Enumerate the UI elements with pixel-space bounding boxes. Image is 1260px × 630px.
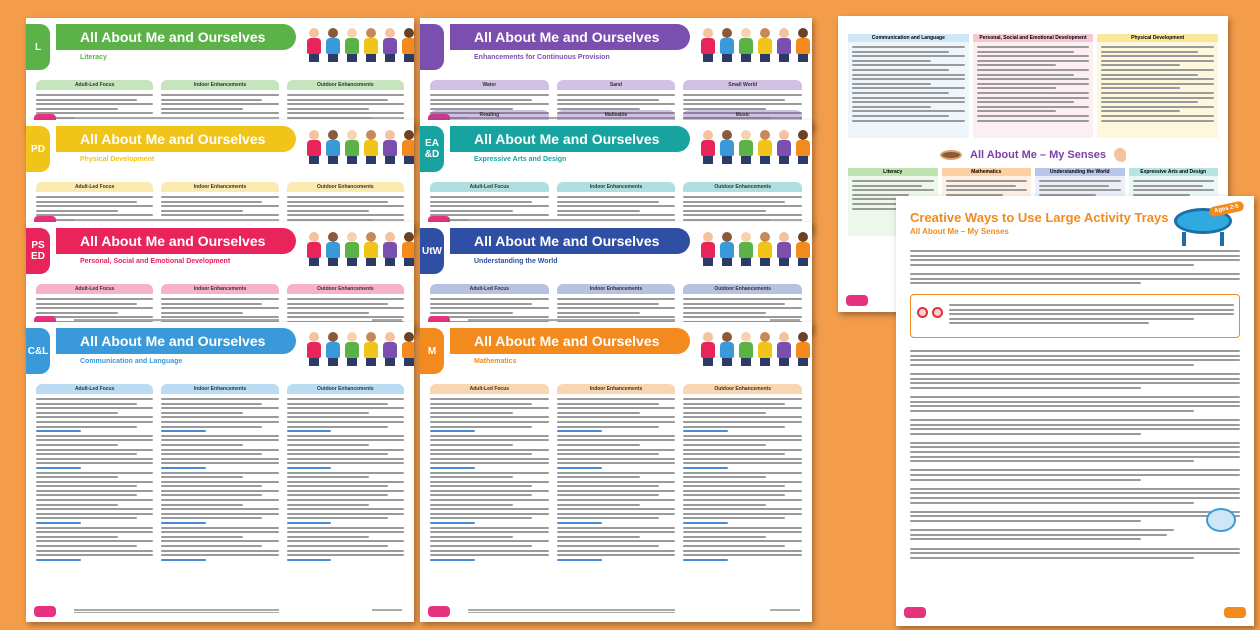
child-illustration [719, 232, 735, 266]
column-header: Outdoor Enhancements [287, 284, 404, 294]
area-tab: L [26, 24, 50, 70]
cloth-icon [1206, 508, 1236, 532]
sheet-header [420, 18, 812, 76]
sheet-columns [430, 384, 802, 563]
column-header: Outdoor Enhancements [683, 284, 802, 294]
sheet-footer [34, 606, 406, 618]
column [287, 384, 404, 563]
child-illustration [306, 332, 322, 366]
area-tab: C&L [26, 328, 50, 374]
glasses-icon [917, 307, 943, 321]
sheet-footer [428, 606, 804, 618]
child-illustration [757, 130, 773, 164]
child-illustration [306, 28, 322, 62]
senses-title: All About Me – My Senses [970, 149, 1106, 161]
child-illustration [757, 28, 773, 62]
child-illustration [719, 332, 735, 366]
sheet-title: All About Me and Ourselves [450, 328, 690, 354]
column-header: Adult-Led Focus [36, 80, 153, 90]
child-illustration [757, 232, 773, 266]
senses-col-header: Literacy [848, 168, 938, 176]
sheet-title: All About Me and Ourselves [56, 24, 296, 50]
column-header: Adult-Led Focus [36, 182, 153, 192]
planning-sheet-2 [420, 120, 812, 232]
child-illustration [795, 130, 811, 164]
column [683, 384, 802, 563]
child-illustration [776, 28, 792, 62]
column-header: Outdoor Enhancements [683, 384, 802, 394]
sheet-subtitle: Enhancements for Continuous Provision [474, 54, 610, 61]
child-illustration [382, 130, 398, 164]
child-illustration [795, 232, 811, 266]
child-illustration [776, 332, 792, 366]
twinkl-logo [846, 295, 868, 306]
child-illustration [306, 232, 322, 266]
child-illustration [344, 28, 360, 62]
child-illustration [795, 332, 811, 366]
ages-badge: Ages 2-5 [1208, 200, 1244, 217]
planning-sheet-4 [420, 322, 812, 622]
area-tab: PS ED [26, 228, 50, 274]
activity-trays-sheet [896, 196, 1254, 626]
sheet-title: All About Me and Ourselves [450, 24, 690, 50]
senses-col-header: Mathematics [942, 168, 1032, 176]
child-illustration [700, 28, 716, 62]
child-illustration [401, 332, 414, 366]
column-header: Indoor Enhancements [161, 182, 278, 192]
child-illustration [401, 232, 414, 266]
child-illustration [382, 28, 398, 62]
column-header: Water [430, 80, 549, 90]
child-illustration [344, 130, 360, 164]
column-header: Indoor Enhancements [161, 80, 278, 90]
planning-sheet-2 [26, 120, 414, 232]
senses-col-header: Personal, Social and Emotional Development [973, 34, 1094, 42]
senses-col-header: Communication and Language [848, 34, 969, 42]
column-header: Adult-Led Focus [430, 182, 549, 192]
area-tab: M [420, 328, 444, 374]
twinkl-logo [428, 606, 450, 617]
senses-title-row [838, 144, 1228, 166]
sheet-title: All About Me and Ourselves [56, 328, 296, 354]
children-illustration [306, 124, 414, 164]
children-illustration [700, 22, 812, 62]
sheet-header [26, 222, 414, 280]
column-header: Adult-Led Focus [430, 384, 549, 394]
planning-sheet-1 [420, 18, 812, 130]
sheet-subtitle: Personal, Social and Emotional Development [80, 258, 231, 265]
planning-sheet-4 [26, 322, 414, 622]
senses-col-header: Physical Development [1097, 34, 1218, 42]
sheet-subtitle: Literacy [80, 54, 107, 61]
column-header: Indoor Enhancements [161, 284, 278, 294]
planning-sheet-3 [26, 222, 414, 332]
trays-subtitle: All About Me – My Senses [910, 227, 1009, 236]
sheet-header [26, 120, 414, 178]
child-illustration [401, 130, 414, 164]
child-illustration [344, 332, 360, 366]
column [430, 384, 549, 563]
sheet-title: All About Me and Ourselves [450, 126, 690, 152]
column-header: Outdoor Enhancements [287, 80, 404, 90]
twinkl-logo [904, 607, 926, 618]
column-header: Outdoor Enhancements [287, 182, 404, 192]
child-illustration [738, 232, 754, 266]
column-header: Outdoor Enhancements [683, 182, 802, 192]
senses-col-cl [848, 34, 969, 138]
sheet-subtitle: Mathematics [474, 358, 517, 365]
column-header: Indoor Enhancements [557, 182, 676, 192]
child-illustration [738, 130, 754, 164]
sheet-title: All About Me and Ourselves [56, 126, 296, 152]
sheet-subtitle: Understanding the World [474, 258, 558, 265]
child-illustration [795, 28, 811, 62]
senses-col-header: Understanding the World [1035, 168, 1125, 176]
children-illustration [306, 22, 414, 62]
child-illustration [719, 28, 735, 62]
child-illustration [700, 130, 716, 164]
child-illustration [325, 28, 341, 62]
column-header: Sand [557, 80, 676, 90]
trays-body-text [910, 246, 1240, 291]
column [161, 384, 278, 563]
senses-col-header: Expressive Arts and Design [1129, 168, 1219, 176]
sheet-header [420, 222, 812, 280]
column-header: Reading [430, 110, 549, 120]
sheet-subtitle: Communication and Language [80, 358, 183, 365]
child-illustration [776, 130, 792, 164]
column-header: Small World [683, 80, 802, 90]
children-illustration [700, 326, 812, 366]
column-header: Adult-Led Focus [36, 384, 153, 394]
child-illustration [363, 232, 379, 266]
sheet-subtitle: Physical Development [80, 156, 155, 163]
child-illustration [700, 232, 716, 266]
child-illustration [757, 332, 773, 366]
column-header: Indoor Enhancements [557, 284, 676, 294]
sheet-header [26, 18, 414, 76]
child-illustration [306, 130, 322, 164]
child-illustration [738, 332, 754, 366]
sheet-title: All About Me and Ourselves [56, 228, 296, 254]
column-header: Adult-Led Focus [430, 284, 549, 294]
sheet-title: All About Me and Ourselves [450, 228, 690, 254]
sheet-header [420, 322, 812, 380]
child-illustration [738, 28, 754, 62]
area-tab: PD [26, 126, 50, 172]
child-illustration [325, 232, 341, 266]
sheet-subtitle: Expressive Arts and Design [474, 156, 567, 163]
sheet-header [26, 322, 414, 380]
child-illustration [325, 130, 341, 164]
child-illustration [344, 232, 360, 266]
column-header: Music [683, 110, 802, 120]
area-tab: EA &D [420, 126, 444, 172]
child-illustration [401, 28, 414, 62]
trays-body-text-2 [910, 346, 1240, 561]
children-illustration [306, 326, 414, 366]
children-illustration [306, 226, 414, 266]
child-illustration [776, 232, 792, 266]
child-illustration [363, 28, 379, 62]
child-illustration [382, 232, 398, 266]
ages-logo [1224, 607, 1246, 618]
sheet-header [420, 120, 812, 178]
trays-title: Creative Ways to Use Large Activity Trays [910, 210, 1169, 225]
child-illustration [719, 130, 735, 164]
child-illustration [363, 332, 379, 366]
column-header: Malleable [557, 110, 676, 120]
child-illustration [363, 130, 379, 164]
column [557, 384, 676, 563]
children-illustration [700, 226, 812, 266]
child-illustration [700, 332, 716, 366]
column-header: Adult-Led Focus [36, 284, 153, 294]
column-header: Outdoor Enhancements [287, 384, 404, 394]
ear-icon [1114, 148, 1126, 162]
twinkl-logo [34, 606, 56, 617]
area-tab: UtW [420, 228, 444, 274]
eye-icon [940, 150, 962, 160]
column-header: Indoor Enhancements [161, 384, 278, 394]
senses-col-psed [973, 34, 1094, 138]
planning-sheet-3 [420, 222, 812, 332]
column-header: Indoor Enhancements [557, 384, 676, 394]
sheet-columns [36, 384, 404, 563]
senses-col-pd [1097, 34, 1218, 138]
child-illustration [382, 332, 398, 366]
area-tab [420, 24, 444, 70]
planning-sheet-1 [26, 18, 414, 130]
children-illustration [700, 124, 812, 164]
highlight-box [910, 294, 1240, 338]
column [36, 384, 153, 563]
child-illustration [325, 332, 341, 366]
senses-top-columns [848, 34, 1218, 138]
